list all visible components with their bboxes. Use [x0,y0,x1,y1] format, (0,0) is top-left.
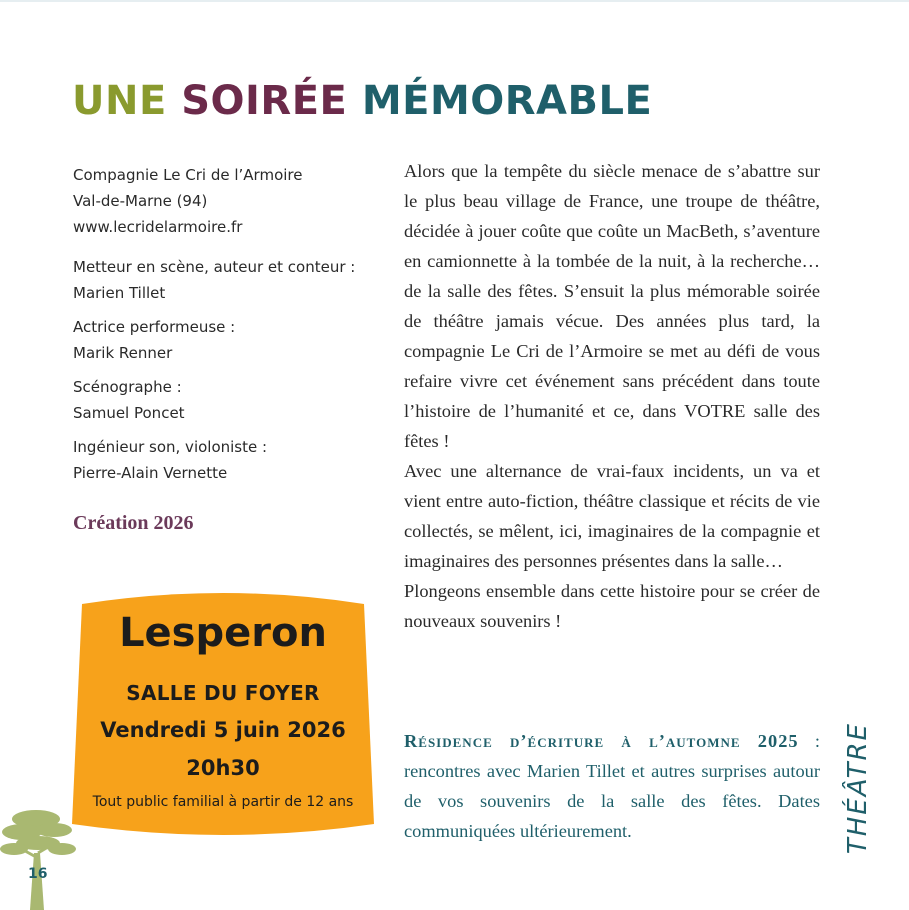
event-date: Vendredi 5 juin 2026 [100,718,346,742]
title-word-soiree: SOIRÉE [181,78,348,124]
credit-role: Scénographe : [73,378,182,396]
event-venue: SALLE DU FOYER [126,681,320,705]
residence-note [404,726,820,846]
event-city: Lesperon [119,610,327,656]
event-audience: Tout public familial à partir de 12 ans [92,794,354,810]
residence-label: Résidence d’écriture à l’automne 2025 [404,731,799,751]
top-rule [0,0,909,2]
credit-name: Samuel Poncet [73,404,185,422]
description-paragraph: Avec une alternance de vrai-faux incidents, un va et vient entre auto-fiction, théâtre classique et récits de vie collectés, se mêlent, ici, imaginaires de la compagnie et imaginaires des personnes présentes dans la salle… [404,461,820,571]
creation-year: Création 2026 [73,512,194,534]
company-name: Compagnie Le Cri de l’Armoire [73,166,303,184]
credit-role: Actrice performeuse : [73,318,236,336]
description-paragraph: Plongeons ensemble dans cette histoire pour se créer de nouveaux souvenirs ! [404,581,820,631]
page-number: 16 [28,866,48,882]
credit-name: Pierre-Alain Vernette [73,464,228,482]
page-title [72,78,652,124]
credit-item [73,374,373,426]
company-region: Val-de-Marne (94) [73,192,208,210]
category-label [843,722,883,855]
credits-block [73,162,373,494]
tree-icon [0,805,90,910]
credit-role: Ingénieur son, violoniste : [73,438,268,456]
title-word-une: UNE [72,78,167,124]
credit-name: Marien Tillet [73,284,166,302]
credit-name: Marik Renner [73,344,173,362]
description-paragraph: Alors que la tempête du siècle menace de s’abattre sur le plus beau village de France, une troupe de théâtre, décidée à jouer coûte que coûte un MacBeth, s’aventure en camionnette à la tombée de la nuit, à la recherche… de la salle des fêtes. S’ensuit la plus mémorable soirée de théâtre jamais vécue. Des années plus tard, la compagnie Le Cri de l’Armoire se met au défi de vous refaire vivre cet événement sans précédent dans toute l’histoire de l’humanité et ce, dans VOTRE salle des fêtes ! [404,161,820,451]
company-info [73,162,373,240]
credit-role: Metteur en scène, auteur et conteur : [73,258,356,276]
event-ticket [72,588,374,840]
credit-item [73,314,373,366]
credit-item [73,434,373,486]
company-website[interactable]: www.lecridelarmoire.fr [73,218,243,236]
title-word-memorable: MÉMORABLE [361,78,653,124]
residence-separator: : [798,731,820,751]
category-text: THÉÂTRE [843,722,873,855]
residence-text: rencontres avec Marien Tillet et autres surprises autour de vos souvenirs de la salle des fêtes. Dates communiquées ultérieurement. [404,761,820,841]
credit-item [73,254,373,306]
event-time: 20h30 [186,756,260,780]
description [404,156,820,636]
